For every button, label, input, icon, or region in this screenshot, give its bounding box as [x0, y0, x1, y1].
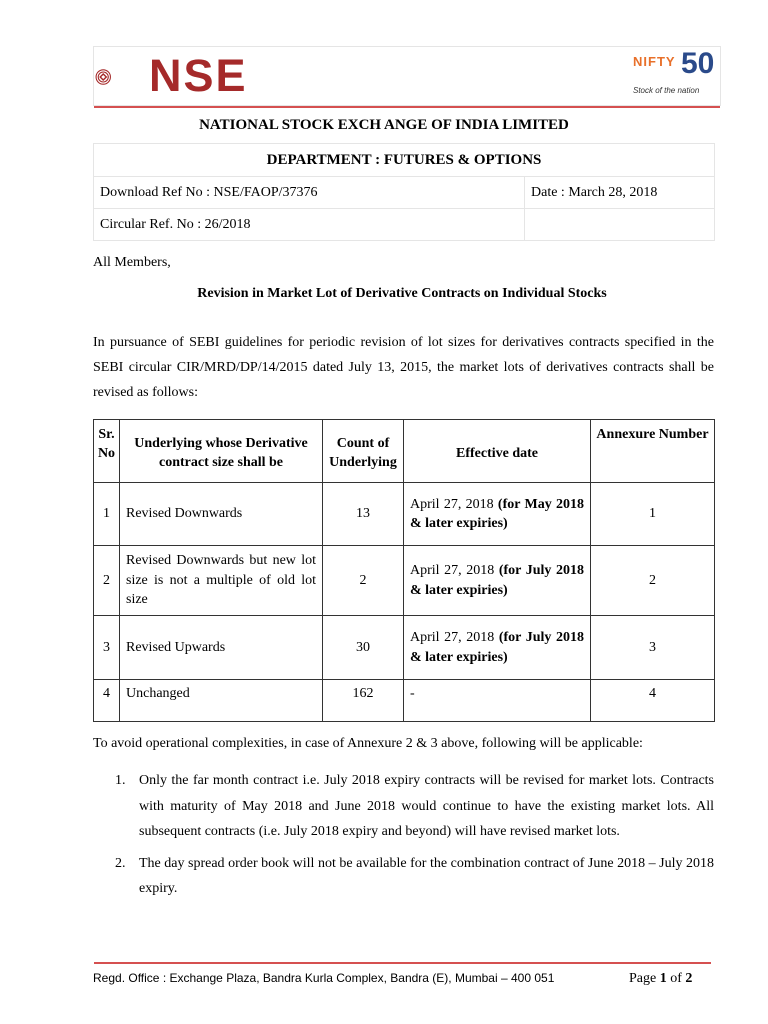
- table-row: [94, 680, 715, 722]
- row-sr: 4: [94, 680, 120, 722]
- circular-date: Date : March 28, 2018: [525, 177, 715, 209]
- lot-revision-table: [93, 419, 715, 722]
- list-item-text: The day spread order book will not be available for the combination contract of June 2018 – July 2018 expiry.: [139, 855, 714, 896]
- row-effective-date: -: [404, 680, 591, 722]
- list-item: [93, 768, 714, 845]
- subject-heading: Revision in Market Lot of Derivative Contracts on Individual Stocks: [197, 286, 607, 301]
- footer-rule: [94, 962, 711, 964]
- table-header-row: [94, 420, 715, 483]
- row-effective-date: April 27, 2018 (for May 2018 & later expiries): [404, 483, 591, 546]
- header-count: Count of Underlying: [323, 420, 404, 483]
- nse-emblem-icon: [95, 54, 147, 100]
- salutation: All Members,: [93, 255, 171, 270]
- row-count: 162: [323, 680, 404, 722]
- row-sr: 1: [94, 483, 120, 546]
- header-sr-no: Sr. No: [94, 420, 120, 483]
- page-number: Page 1 of 2: [629, 971, 693, 986]
- list-item-text: Only the far month contract i.e. July 2018 expiry contracts will be revised for market lots. Contracts with maturity of May 2018 and June 2018 would continue to have the existing market lots. All subsequent contracts (i.e. July 2018 expiry and beyond) will have revised market lots.: [139, 773, 714, 839]
- row-count: 13: [323, 483, 404, 546]
- nifty-logo-number: 50: [681, 47, 715, 80]
- row-count: 2: [323, 546, 404, 616]
- list-item-number: 1.: [115, 773, 126, 788]
- list-item-number: 2.: [115, 855, 126, 871]
- circular-ref: Circular Ref. No : 26/2018: [94, 209, 525, 241]
- table-row: [94, 546, 715, 616]
- header-annexure: Annexure Number: [591, 420, 715, 483]
- row-underlying: Revised Downwards: [120, 483, 323, 546]
- row-annexure: 4: [591, 680, 715, 722]
- footer-address: Regd. Office : Exchange Plaza, Bandra Kurla Complex, Bandra (E), Mumbai – 400 051: [93, 971, 555, 985]
- header-rule: [94, 106, 720, 108]
- empty-cell: [525, 209, 715, 241]
- header-underlying: Underlying whose Derivative contract size shall be: [120, 420, 323, 483]
- list-item: [93, 851, 714, 902]
- points-list: [93, 768, 714, 908]
- applicable-intro: To avoid operational complexities, in case of Annexure 2 & 3 above, following will be applicable:: [93, 736, 643, 751]
- row-effective-date: April 27, 2018 (for July 2018 & later expiries): [404, 616, 591, 680]
- row-effective-date: April 27, 2018 (for July 2018 & later expiries): [404, 546, 591, 616]
- row-underlying: Revised Upwards: [120, 616, 323, 680]
- download-ref: Download Ref No : NSE/FAOP/37376: [94, 177, 525, 209]
- row-annexure: 1: [591, 483, 715, 546]
- company-name: NATIONAL STOCK EXCH ANGE OF INDIA LIMITED: [199, 117, 569, 133]
- nifty-tagline: Stock of the nation: [633, 86, 700, 95]
- row-annexure: 3: [591, 616, 715, 680]
- department-cell: DEPARTMENT : FUTURES & OPTIONS: [94, 144, 715, 177]
- circular-info-table: [93, 143, 715, 241]
- table-row: [94, 616, 715, 680]
- row-sr: 3: [94, 616, 120, 680]
- intro-paragraph: In pursuance of SEBI guidelines for periodic revision of lot sizes for derivatives contracts specified in the SEBI circular CIR/MRD/DP/14/2015 dated July 13, 2015, the market lots of derivatives contracts shall be revised as follows:: [93, 335, 714, 400]
- table-row: [94, 483, 715, 546]
- row-count: 30: [323, 616, 404, 680]
- row-sr: 2: [94, 546, 120, 616]
- row-underlying: Revised Downwards but new lot size is not a multiple of old lot size: [120, 546, 323, 616]
- nse-logo-text: NSE: [149, 50, 248, 101]
- nifty-logo-word: NIFTY: [633, 54, 676, 69]
- row-annexure: 2: [591, 546, 715, 616]
- header-effective-date: Effective date: [404, 420, 591, 483]
- row-underlying: Unchanged: [120, 680, 323, 722]
